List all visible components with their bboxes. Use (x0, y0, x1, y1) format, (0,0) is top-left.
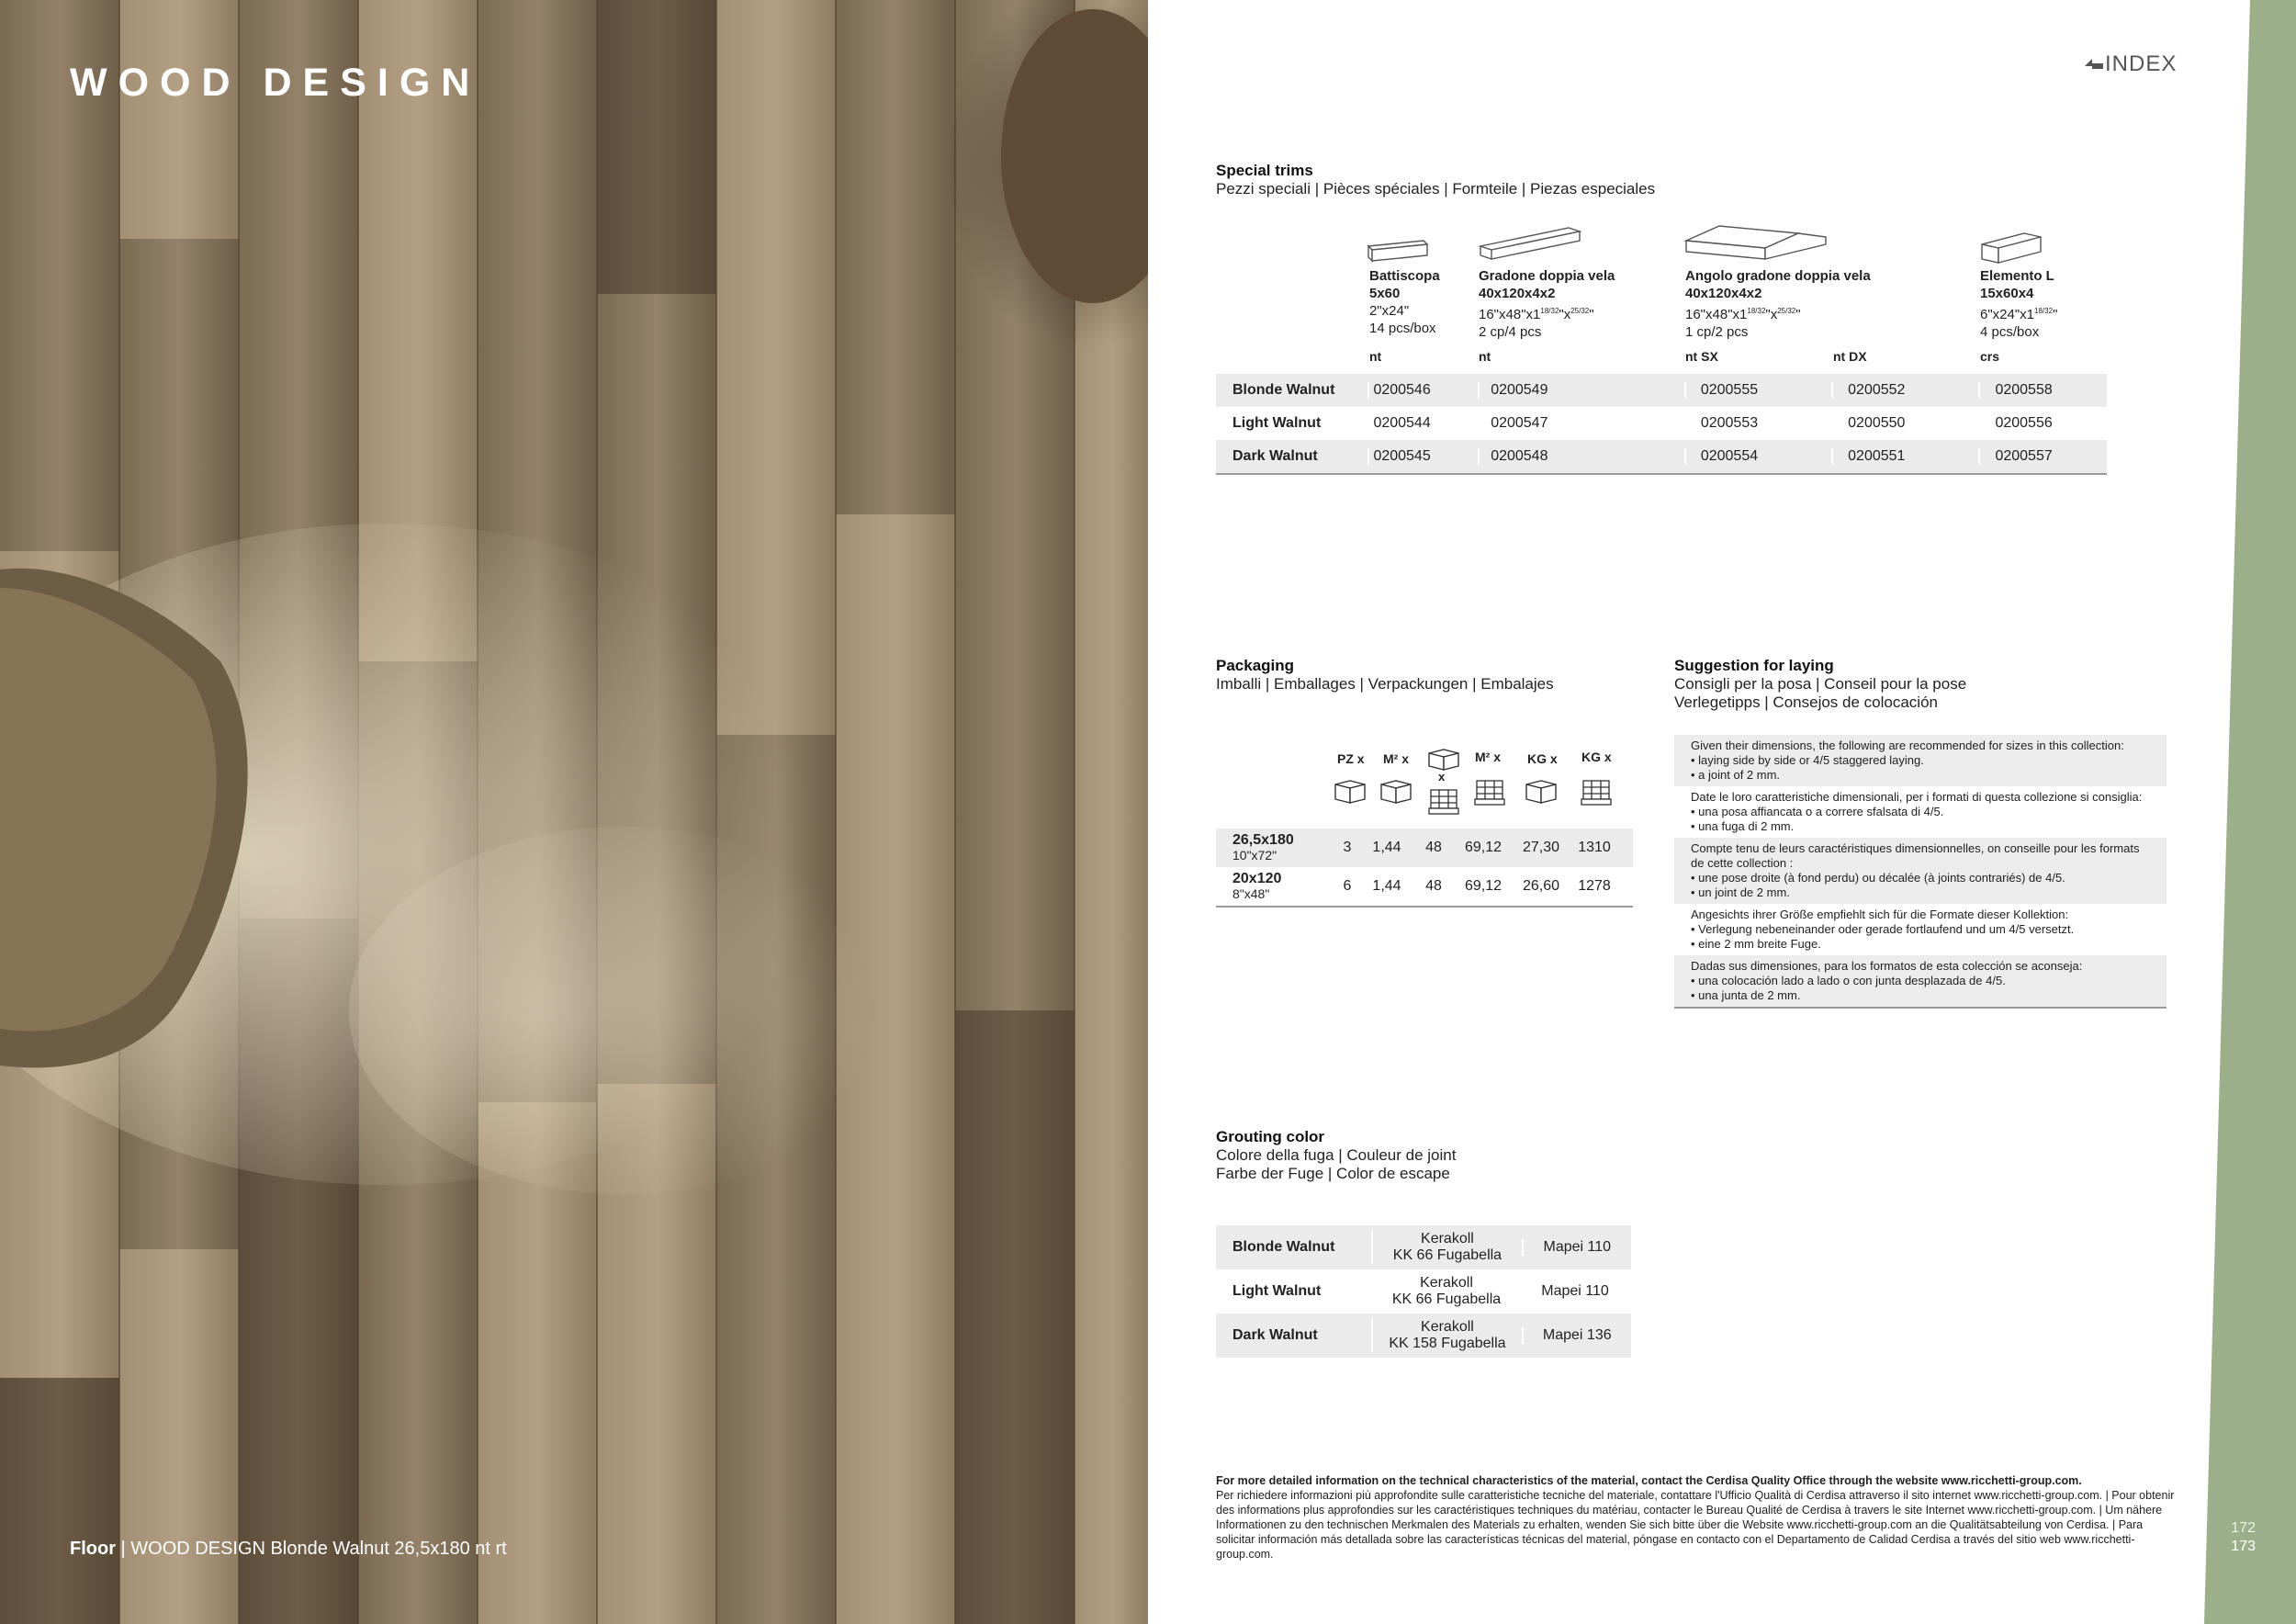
code-cell (1831, 382, 1978, 399)
laying-line: • a joint of 2 mm. (1691, 768, 1781, 782)
pack-cell: 69,12 (1464, 840, 1503, 855)
laying-line: Given their dimensions, the following are recommended for sizes in this collection: (1691, 739, 2124, 752)
packaging-subtitle: Imballi | Emballages | Verpackungen | Embalajes (1216, 675, 1554, 693)
table-row (1216, 374, 2107, 407)
trim-imperial-sup: 25/32 (1570, 307, 1590, 315)
grout-label: Light Walnut (1232, 1283, 1322, 1299)
caption-bold: Floor (70, 1539, 116, 1559)
table-row (1216, 440, 2107, 475)
header-kg-pallet: KG x (1581, 750, 1612, 764)
packaging-table (1216, 746, 1633, 908)
laying-line: • une pose droite (à fond perdu) ou décalée (à joints contrariés) de 4/5. (1691, 871, 2065, 885)
trim-imperial-end: " (2053, 307, 2058, 322)
code-cell (1684, 382, 1831, 399)
code-cell (1367, 382, 1478, 399)
table-row (1216, 1314, 1631, 1358)
laying-block-it (1674, 786, 2167, 838)
laying-line: • una colocación lado a lado o con junta desplazada de 4/5. (1691, 974, 2006, 987)
code: 0200552 (1848, 382, 1906, 398)
laying-line: • una junta de 2 mm. (1691, 988, 1801, 1002)
laying-line: Dadas sus dimensiones, para los formatos de esta colección se aconseja: (1691, 959, 2083, 973)
laying-header (1674, 657, 1966, 712)
grout-label: Dark Walnut (1232, 1327, 1318, 1343)
code-cell (1684, 415, 1831, 432)
code: 0200548 (1491, 448, 1548, 464)
code: 0200550 (1848, 415, 1906, 431)
grout-mapei: Mapei 110 (1541, 1283, 1609, 1299)
code-cell (1367, 448, 1478, 465)
laying-block-fr (1674, 838, 2167, 904)
pack-cell: 1278 (1578, 878, 1611, 894)
pack-cell: 27,30 (1522, 840, 1560, 855)
trim-product-4 (1980, 267, 2109, 341)
trim-size: 40x120x4x2 (1685, 286, 1762, 301)
special-trims-header (1216, 162, 1655, 198)
page-number-left: 172 (2231, 1520, 2256, 1536)
grout-mapei: Mapei 110 (1522, 1239, 1631, 1256)
page-numbers (2212, 1519, 2256, 1556)
pack-cell: 1,44 (1372, 878, 1401, 894)
row-label: Dark Walnut (1232, 448, 1318, 464)
grouting-title: Grouting color (1216, 1128, 1325, 1145)
corner-step-drawing-icon (1686, 226, 1826, 259)
caption-text: | WOOD DESIGN Blonde Walnut 26,5x180 nt rt (116, 1539, 507, 1559)
code-cell (1978, 415, 2107, 432)
laying-box (1674, 735, 2167, 1009)
pack-cell: 48 (1425, 840, 1442, 855)
grouting-table (1216, 1225, 1631, 1358)
packaging-title: Packaging (1216, 657, 1295, 674)
pack-cell: 48 (1425, 878, 1442, 894)
laying-line: • una posa affiancata o a correre sfalsata di 4/5. (1691, 805, 1944, 818)
double-step-drawing-icon (1480, 228, 1580, 259)
brand-title: WOOD DESIGN (70, 61, 481, 105)
laying-block-de (1674, 904, 2167, 955)
trim-imperial-line (1980, 302, 2109, 323)
grouting-header (1216, 1128, 1456, 1183)
trim-product-3 (1685, 267, 1924, 341)
finish-5: crs (1980, 349, 2000, 364)
trim-product-2 (1479, 267, 1681, 341)
code: 0200557 (1995, 448, 2053, 464)
code-cell (1478, 382, 1684, 399)
code: 0200556 (1995, 415, 2053, 431)
trim-size: 5x60 (1369, 286, 1401, 301)
footer-note (1216, 1473, 2180, 1562)
laying-line: • eine 2 mm breite Fuge. (1691, 937, 1821, 951)
trim-size: 15x60x4 (1980, 286, 2034, 301)
trim-imperial: 2"x24" (1369, 303, 1410, 319)
grouting-subtitle-1: Colore della fuga | Couleur de joint (1216, 1146, 1457, 1164)
trim-imperial-line (1479, 302, 1681, 323)
code: 0200544 (1373, 415, 1431, 431)
trim-imperial-line (1685, 302, 1924, 323)
table-row (1216, 1269, 1631, 1314)
trim-drawings (1367, 224, 2046, 268)
trim-imperial: 16"x48"x1 (1685, 307, 1748, 322)
code: 0200554 (1700, 448, 1759, 464)
laying-line: • una fuga di 2 mm. (1691, 819, 1795, 833)
code-cell (1684, 448, 1831, 465)
header-pz: PZ x (1337, 751, 1365, 766)
table-row (1216, 407, 2107, 440)
l-element-drawing-icon (1982, 233, 2041, 263)
code: 0200547 (1491, 415, 1548, 431)
trim-size: 40x120x4x2 (1479, 286, 1556, 301)
baseboard-drawing-icon (1368, 241, 1427, 261)
box-icon (1332, 777, 1368, 805)
laying-line: Compte tenu de leurs caractéristiques dimensionnelles, on conseille pour les formats de cette collection : (1691, 841, 2140, 870)
code: 0200555 (1700, 382, 1759, 398)
special-trims-title: Special trims (1216, 162, 1313, 179)
trim-name: Elemento L (1980, 268, 2054, 284)
pack-cell: 1310 (1578, 840, 1611, 855)
pack-size-metric: 20x120 (1232, 871, 1282, 886)
trim-imperial-x: "x (1765, 307, 1778, 322)
trim-pack: 4 pcs/box (1980, 324, 2040, 340)
laying-title: Suggestion for laying (1674, 657, 1834, 674)
trim-imperial-sup: 18/32 (2034, 307, 2054, 315)
code: 0200551 (1848, 448, 1906, 464)
laying-line: Angesichts ihrer Größe empfiehlt sich für die Formate dieser Kollektion: (1691, 908, 2069, 921)
pallet-icon (1425, 784, 1462, 818)
laying-block-en (1674, 735, 2167, 786)
trim-imperial: 16"x48"x1 (1479, 307, 1541, 322)
grout-brand: Kerakoll (1420, 1275, 1473, 1291)
table-row (1216, 867, 1633, 908)
pack-cell: 69,12 (1464, 878, 1503, 894)
grout-brand: Kerakoll (1421, 1319, 1474, 1335)
table-row (1216, 829, 1633, 867)
packaging-header-row (1216, 746, 1633, 829)
trim-name: Gradone doppia vela (1479, 268, 1615, 284)
code-cell (1978, 448, 2107, 465)
finish-4: nt DX (1833, 349, 1867, 364)
pack-cell: 26,60 (1522, 878, 1560, 894)
box-open-icon (1425, 746, 1462, 772)
trim-pack: 1 cp/2 pcs (1685, 324, 1749, 340)
trim-pack: 2 cp/4 pcs (1479, 324, 1542, 340)
laying-subtitle-1: Consigli per la posa | Conseil pour la pose (1674, 675, 1967, 693)
trim-product-1 (1369, 267, 1480, 337)
special-trims-subtitle: Pezzi speciali | Pièces spéciales | Formteile | Piezas especiales (1216, 180, 1656, 197)
header-m2-pallet: M² x (1475, 750, 1501, 764)
grout-product: KK 66 Fugabella (1391, 1291, 1502, 1307)
finish-1: nt (1369, 349, 1382, 364)
grout-kerakoll (1372, 1275, 1521, 1308)
pack-size-imperial: 8"x48" (1232, 886, 1270, 901)
laying-block-es (1674, 955, 2167, 1007)
green-edge-band (2204, 0, 2296, 1624)
trim-name: Angolo gradone doppia vela (1685, 268, 1871, 284)
code: 0200558 (1995, 382, 2053, 398)
trim-imperial-x: "x (1559, 307, 1571, 322)
code-cell (1478, 448, 1684, 465)
code: 0200545 (1373, 448, 1431, 464)
code-cell (1831, 448, 1978, 465)
row-label: Blonde Walnut (1232, 382, 1335, 398)
trim-imperial-sup: 25/32 (1777, 307, 1796, 315)
code-cell (1367, 415, 1478, 432)
code-cell (1478, 415, 1684, 432)
grout-kerakoll (1371, 1231, 1521, 1264)
index-link[interactable] (2083, 51, 2177, 77)
trim-imperial-end: " (1795, 307, 1801, 322)
pack-size-metric: 26,5x180 (1232, 832, 1294, 848)
laying-line: • laying side by side or 4/5 staggered laying. (1691, 753, 1924, 767)
trim-imperial-sup: 18/32 (1747, 307, 1766, 315)
grout-mapei: Mapei 136 (1522, 1327, 1631, 1344)
box-icon (1523, 777, 1559, 805)
laying-line: • un joint de 2 mm. (1691, 885, 1790, 899)
index-label: INDEX (2105, 51, 2178, 76)
grout-product: KK 158 Fugabella (1389, 1336, 1506, 1351)
pack-size-imperial: 10"x72" (1232, 848, 1277, 863)
code: 0200549 (1491, 382, 1548, 398)
code: 0200553 (1700, 415, 1759, 431)
grout-product: KK 66 Fugabella (1392, 1247, 1503, 1263)
pallet-icon (1578, 775, 1615, 808)
box-icon (1378, 777, 1414, 805)
trim-imperial-sup: 18/32 (1540, 307, 1559, 315)
footer-bold: For more detailed information on the technical characteristics of the material, contact the Cerdisa Quality Office through the website www.ricchetti-group.com. (1216, 1474, 2082, 1487)
trim-imperial-end: " (1589, 307, 1594, 322)
pack-size (1216, 871, 1334, 902)
header-x: x (1438, 770, 1446, 784)
packaging-header (1216, 657, 1554, 694)
pack-cell: 6 (1343, 878, 1352, 894)
pack-cell: 1,44 (1372, 840, 1401, 855)
table-row (1216, 1225, 1631, 1269)
laying-subtitle-2: Verlegetipps | Consejos de colocación (1674, 694, 1938, 711)
code-cell (1831, 415, 1978, 432)
laying-line: Date le loro caratteristiche dimensionali, per i formati di questa collezione si consiglia: (1691, 790, 2143, 804)
trim-imperial: 6"x24"x1 (1980, 307, 2035, 322)
photo-caption (70, 1539, 507, 1560)
code-cell (1978, 382, 2107, 399)
finish-3: nt SX (1685, 349, 1718, 364)
trims-table (1216, 374, 2107, 475)
grout-brand: Kerakoll (1421, 1231, 1474, 1246)
footer-text: Per richiedere informazioni più approfondite sulle caratteristiche tecniche del materiale, contattare l'Ufficio Qualità di Cerdisa attraverso il sito internet www.ricchetti-group.com. | Pour obtenir des informations plus approfondies sur les caractéristiques techniques du matériau, contacter le Bureau Qualité de Cerdisa à travers le site Internet www.ricchetti-group.com. | Um nähere Informationen zu den technischen Merkmalen des Materials zu erhalten, wenden Sie sich bitte über die Website www.ricchetti-group.com an die Qualitätsabteilung von Cerdisa. | Para solicitar información más detallada sobre las características técnicas del material, póngase en contacto con el Departamento de Calidad Cerdisa a través del sitio web www.ricchetti-group.com. (1216, 1489, 2175, 1561)
grout-kerakoll (1371, 1319, 1521, 1352)
row-label: Light Walnut (1232, 415, 1322, 431)
pack-size (1216, 832, 1334, 863)
trim-name: Battiscopa (1369, 268, 1440, 284)
code: 0200546 (1373, 382, 1431, 398)
grouting-subtitle-2: Farbe der Fuge | Color de escape (1216, 1165, 1450, 1182)
finish-2: nt (1479, 349, 1491, 364)
pallet-icon (1471, 775, 1508, 808)
header-kg: KG x (1527, 751, 1558, 766)
grout-label: Blonde Walnut (1232, 1239, 1335, 1255)
arrow-up-left-icon (2083, 55, 2103, 73)
pack-cell: 3 (1343, 840, 1352, 855)
header-m2: M² x (1383, 751, 1409, 766)
page-number-right: 173 (2231, 1539, 2256, 1554)
laying-line: • Verlegung nebeneinander oder gerade fortlaufend und um 4/5 versetzt. (1691, 922, 2075, 936)
trim-pack: 14 pcs/box (1369, 321, 1436, 336)
